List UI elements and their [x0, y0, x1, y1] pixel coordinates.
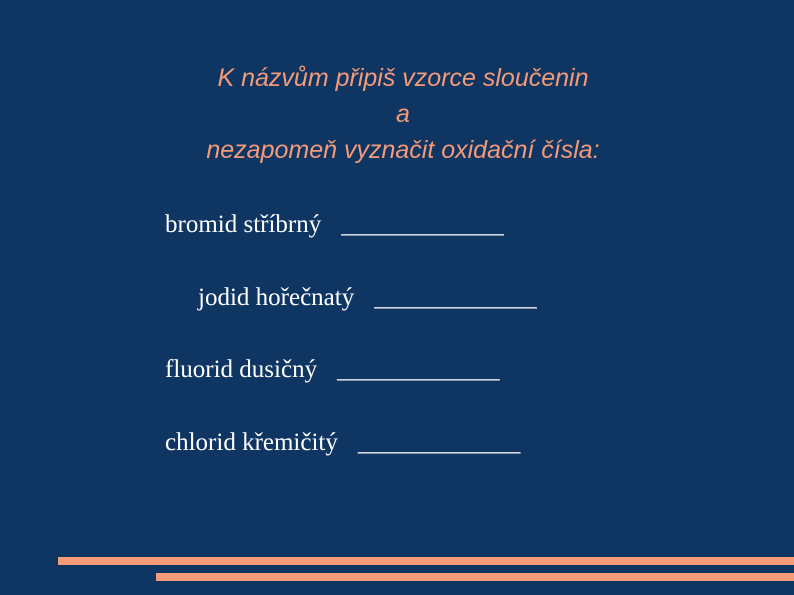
- compound-name: bromid stříbrný: [165, 211, 322, 238]
- decorative-bar-bottom: [156, 573, 794, 581]
- answer-blank: _____________: [357, 429, 521, 456]
- compound-name: chlorid křemičitý: [165, 429, 338, 456]
- title-line-3: nezapomeň vyznačit oxidační čísla:: [206, 136, 600, 164]
- decorative-bar-top: [58, 557, 794, 565]
- answer-blank: _____________: [374, 284, 537, 311]
- compound-name: jodid hořečnatý: [198, 284, 355, 311]
- slide-title: [0, 60, 794, 168]
- answer-blank: _____________: [341, 211, 504, 238]
- compound-item-magnesium-iodide: [198, 283, 537, 313]
- compound-name: fluorid dusičný: [165, 356, 318, 383]
- title-line-1: K názvům připiš vzorce sloučenin: [217, 64, 589, 92]
- compound-item-silver-bromide: [165, 210, 504, 240]
- title-line-2: a: [396, 100, 410, 128]
- answer-blank: _____________: [337, 356, 500, 383]
- compound-item-silicon-chloride: [165, 428, 520, 458]
- compound-item-nitrogen-fluoride: [165, 355, 500, 385]
